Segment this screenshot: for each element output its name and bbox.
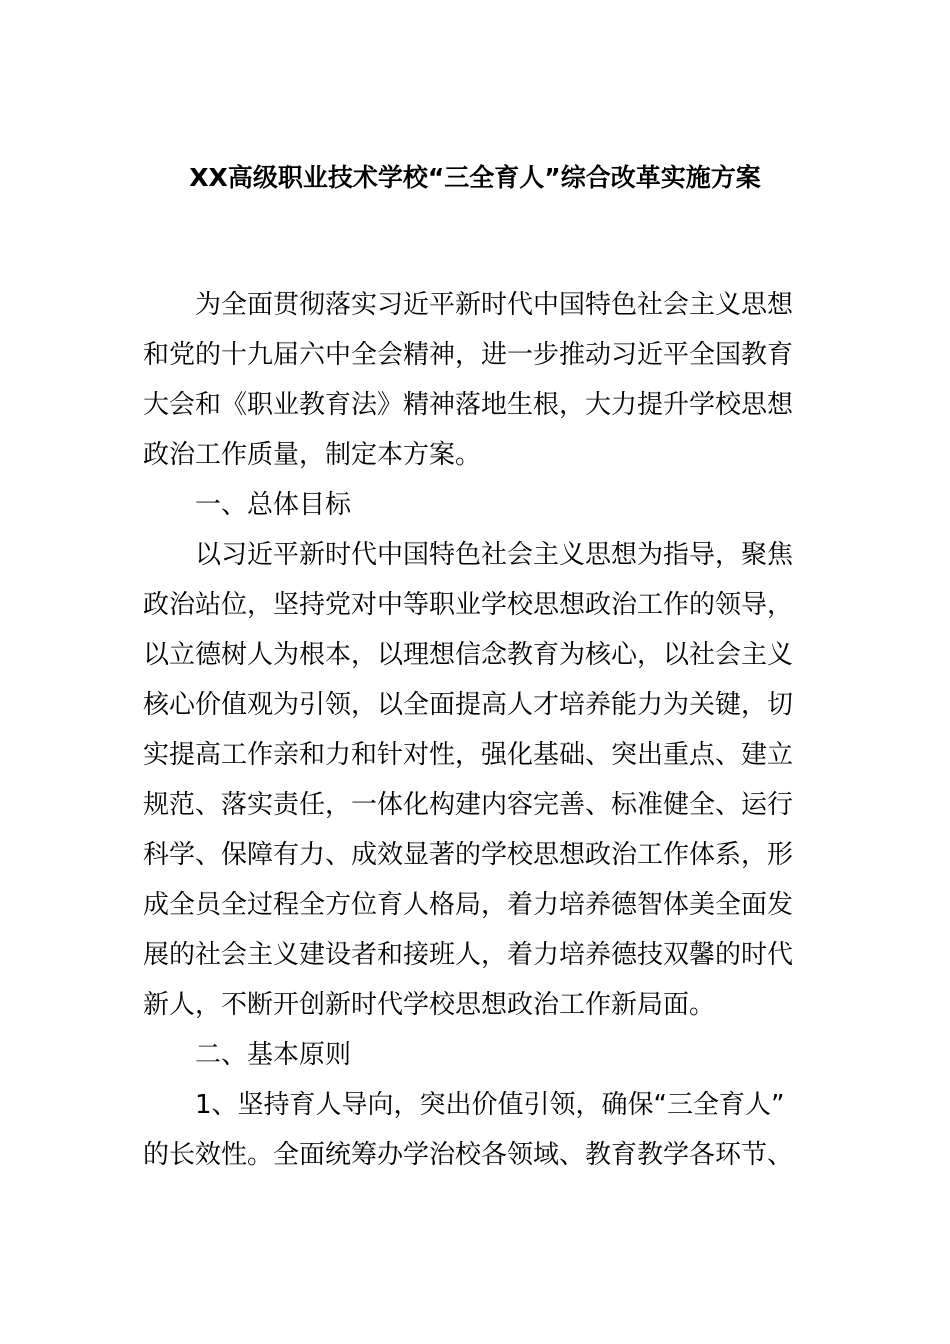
- body-line: 以习近平新时代中国特色社会主义思想为指导，聚焦: [195, 540, 794, 570]
- body-line: 成全员全过程全方位育人格局，着力培养德智体美全面发: [143, 890, 794, 920]
- document-body: [143, 280, 807, 1180]
- body-line: 和党的十九届六中全会精神，进一步推动习近平全国教育: [143, 340, 794, 370]
- body-line: 新人，不断开创新时代学校思想政治工作新局面。: [143, 990, 716, 1020]
- body-line: 1、坚持育人导向，突出价值引领，确保“三全育人”: [195, 1090, 785, 1120]
- body-line: 的长效性。全面统筹办学治校各领域、教育教学各环节、: [143, 1140, 794, 1170]
- body-line: 二、基本原则: [195, 1040, 352, 1070]
- body-line: 实提高工作亲和力和针对性，强化基础、突出重点、建立: [143, 740, 794, 770]
- body-line: 一、总体目标: [195, 490, 352, 520]
- body-line: 为全面贯彻落实习近平新时代中国特色社会主义思想: [195, 290, 794, 320]
- body-line: 大会和《职业教育法》精神落地生根，大力提升学校思想: [143, 390, 794, 420]
- body-line: 规范、落实责任，一体化构建内容完善、标准健全、运行: [143, 790, 794, 820]
- body-line: 核心价值观为引领，以全面提高人才培养能力为关键，切: [143, 690, 794, 720]
- document-title: XX高级职业技术学校“三全育人”综合改革实施方案: [189, 163, 761, 192]
- body-line: 政治站位，坚持党对中等职业学校思想政治工作的领导，: [143, 590, 794, 620]
- body-line: 展的社会主义建设者和接班人，着力培养德技双馨的时代: [143, 940, 794, 970]
- body-line: 科学、保障有力、成效显著的学校思想政治工作体系，形: [143, 840, 794, 870]
- body-line: 政治工作质量，制定本方案。: [143, 440, 482, 470]
- body-line: 以立德树人为根本，以理想信念教育为核心，以社会主义: [143, 640, 794, 670]
